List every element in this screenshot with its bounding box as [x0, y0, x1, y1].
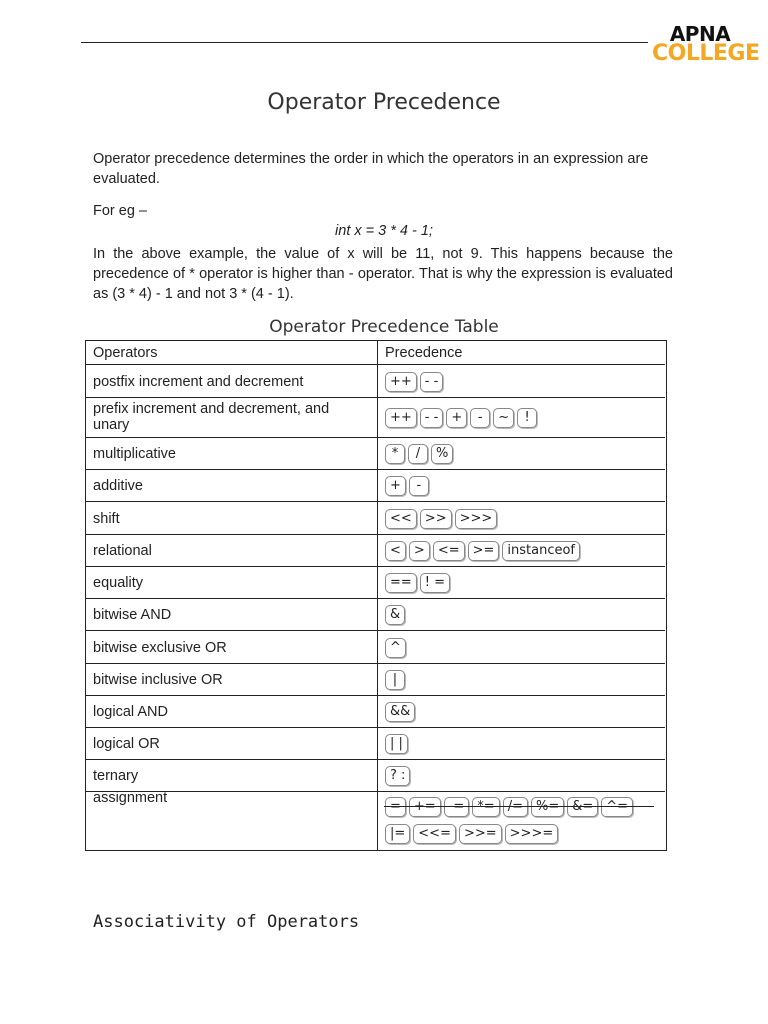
operator-keys	[385, 573, 665, 593]
strikethrough-line	[384, 806, 654, 807]
operator-category: prefix increment and decrement, and unary	[93, 401, 330, 433]
operator-keys	[385, 408, 665, 428]
operator-key: <<=	[413, 824, 456, 844]
page-title: Operator Precedence	[267, 90, 501, 115]
operator-category: bitwise AND	[93, 607, 172, 623]
operator-category: ternary	[93, 768, 139, 784]
operator-key: ==	[385, 573, 417, 593]
operator-key: |	[385, 670, 405, 690]
operator-category: logical AND	[93, 704, 168, 720]
operator-keys	[385, 509, 665, 529]
table-row	[86, 791, 665, 849]
table-row	[86, 598, 665, 630]
operator-key: =	[385, 797, 406, 817]
operator-key: <=	[433, 541, 465, 561]
operator-key: *	[385, 444, 405, 464]
operator-key: ! =	[420, 573, 450, 593]
operator-key: /	[408, 444, 428, 464]
operator-keys	[385, 444, 665, 464]
table-row	[86, 695, 665, 727]
table-row	[86, 727, 665, 759]
operator-category: postfix increment and decrement	[93, 374, 304, 390]
table-row	[86, 759, 665, 791]
operator-key: ~	[493, 408, 514, 428]
operator-key: +	[385, 476, 406, 496]
table-row	[86, 566, 665, 598]
operator-key: ++	[385, 372, 417, 392]
operator-keys	[385, 670, 665, 690]
operator-key: /=	[503, 797, 528, 817]
table-row	[86, 397, 665, 437]
for-eg-label: For eg –	[93, 203, 147, 219]
operator-category: equality	[93, 575, 143, 591]
operator-keys	[385, 797, 635, 844]
table-row	[86, 364, 665, 397]
operator-key: <	[385, 541, 406, 561]
table-title: Operator Precedence Table	[269, 317, 499, 337]
operator-keys	[385, 476, 665, 496]
header-precedence: Precedence	[385, 345, 463, 361]
operator-keys	[385, 766, 665, 786]
column-divider	[377, 341, 378, 850]
operator-category: relational	[93, 543, 152, 559]
operator-key: >=	[468, 541, 500, 561]
operator-category: bitwise exclusive OR	[93, 640, 227, 656]
operator-category: shift	[93, 511, 120, 527]
operator-key: &=	[567, 797, 598, 817]
operator-keys	[385, 702, 665, 722]
header-rule	[81, 42, 648, 43]
header-operators: Operators	[93, 345, 158, 361]
intro-paragraph: Operator precedence determines the order in which the operators in an expression are evaluated.	[93, 151, 649, 187]
operator-key: +=	[409, 797, 441, 817]
operator-key: ^=	[601, 797, 633, 817]
operator-key: ^	[385, 638, 406, 658]
table-header-row	[86, 341, 665, 364]
operator-category: assignment	[93, 790, 168, 806]
operator-key: - -	[420, 372, 444, 392]
operator-key: !	[517, 408, 537, 428]
example-code: int x = 3 * 4 - 1;	[335, 223, 433, 239]
section-title: Associativity of Operators	[93, 912, 360, 932]
operator-keys	[385, 541, 665, 561]
operator-key: | |	[385, 734, 408, 754]
operator-keys	[385, 605, 665, 625]
operator-keys	[385, 638, 665, 658]
operator-category: multiplicative	[93, 446, 176, 462]
operator-key: &	[385, 605, 405, 625]
operator-key: >>=	[459, 824, 502, 844]
operator-key: ? :	[385, 766, 410, 786]
operator-key: %	[431, 444, 453, 464]
operator-key: instanceof	[502, 541, 580, 561]
operator-key: >>>	[455, 509, 498, 529]
operator-key: +	[446, 408, 467, 428]
table-row	[86, 501, 665, 534]
operator-key: -=	[444, 797, 470, 817]
explanation-paragraph: In the above example, the value of x will be 11, not 9. This happens because the precedence of * operator is higher than - operator. That is why the expression is evaluated as (3 * 4) - 1 and not 3 * (4 - 1).	[93, 246, 673, 302]
table-row	[86, 534, 665, 566]
table-row	[86, 630, 665, 663]
operator-keys	[385, 372, 665, 392]
operator-key: |=	[385, 824, 410, 844]
apna-college-logo	[652, 22, 760, 66]
operator-key: >>>=	[505, 824, 559, 844]
table-row	[86, 663, 665, 695]
operator-category: logical OR	[93, 736, 160, 752]
table-row	[86, 437, 665, 469]
operator-key: &&	[385, 702, 415, 722]
precedence-table	[85, 340, 667, 851]
operator-key: %=	[531, 797, 564, 817]
operator-key: >	[409, 541, 430, 561]
operator-category: additive	[93, 478, 143, 494]
operator-key: -	[470, 408, 490, 428]
operator-key: - -	[420, 408, 444, 428]
table-row	[86, 469, 665, 501]
operator-category: bitwise inclusive OR	[93, 672, 223, 688]
logo-line2: COLLEGE	[652, 41, 760, 66]
operator-key: <<	[385, 509, 417, 529]
logo-line1: APNA	[669, 22, 731, 46]
operator-key: -	[409, 476, 429, 496]
operator-key: ++	[385, 408, 417, 428]
operator-key: >>	[420, 509, 452, 529]
operator-key: *=	[472, 797, 499, 817]
operator-keys	[385, 734, 665, 754]
